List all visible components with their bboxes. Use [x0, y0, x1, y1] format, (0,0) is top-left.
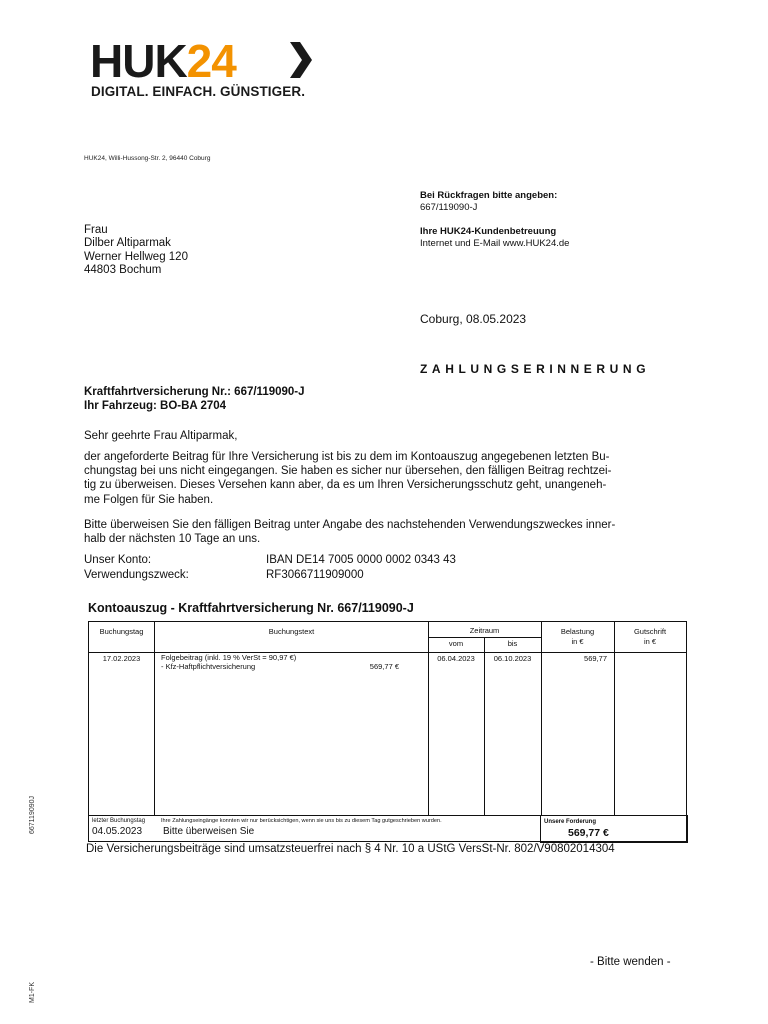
table-divider	[428, 637, 541, 638]
table-divider	[484, 638, 485, 815]
table-divider	[154, 622, 155, 815]
paragraph-line: Bitte überweisen Sie den fälligen Beitrag unter Angabe des nachstehenden Verwendungszweckes inner-	[84, 519, 616, 531]
reference-label: Bei Rückfragen bitte angeben:	[420, 190, 558, 201]
subject-policy: Kraftfahrtversicherung Nr.: 667/119090-J	[84, 386, 305, 398]
last-booking-day-value: 04.05.2023	[92, 826, 143, 837]
logo-number: 24	[186, 35, 236, 87]
row-booking-day: 17.02.2023	[102, 654, 141, 663]
letter-paragraph-1	[84, 450, 684, 507]
header-from: vom	[448, 639, 464, 648]
letter-date: Coburg, 08.05.2023	[420, 312, 527, 326]
claim-value: 569,77 €	[568, 827, 609, 839]
row-text-line2: - Kfz-Haftpflichtversicherung	[161, 662, 256, 671]
tax-note: Die Versicherungsbeiträge sind umsatzsteuerfrei nach § 4 Nr. 10 a UStG VersSt-Nr. 802/V90802014304	[86, 843, 615, 855]
letter-greeting: Sehr geehrte Frau Altiparmak,	[84, 430, 238, 442]
statement-title: Kontoauszug - Kraftfahrtversicherung Nr. 667/119090-J	[88, 601, 414, 615]
row-to: 06.10.2023	[493, 654, 532, 663]
row-sub-amount: 569,77 €	[369, 662, 399, 671]
margin-form-code: M1-FK	[29, 982, 36, 1003]
header-booking-text: Buchungstext	[268, 627, 315, 636]
payment-action: Bitte überweisen Sie	[163, 826, 255, 837]
paragraph-line: tig zu überweisen. Dieses Versehen kann aber, da es um Ihren Versicherungsschutz geht, unangeneh-	[84, 479, 607, 492]
header-charge: Belastung	[560, 627, 595, 636]
purpose-label: Verwendungszweck:	[84, 569, 189, 581]
table-divider	[614, 622, 615, 815]
paragraph-line: chungstag bei uns nicht eingegangen. Sie haben es sicher nur übersehen, den fälligen Beitrag rechtzei-	[84, 465, 612, 478]
service-label: Ihre HUK24-Kundenbetreuung	[420, 226, 557, 237]
recipient-salutation: Frau	[84, 224, 108, 236]
claim-box	[540, 815, 688, 843]
subject-block	[84, 385, 305, 413]
row-charge: 569,77	[584, 654, 607, 663]
table-divider	[428, 622, 429, 815]
payment-note: Ihre Zahlungseingänge konnten wir nur berücksichtigen, wenn sie uns bis zu diesem Tag gutgeschrieben wurden.	[161, 818, 442, 824]
row-text-line1: Folgebeitrag (inkl. 19 % VerSt = 90,97 €)	[161, 653, 297, 662]
account-label: Unser Konto:	[84, 554, 152, 566]
table-divider	[541, 622, 542, 815]
paragraph-line: der angeforderte Beitrag für Ihre Versicherung ist bis zu dem im Kontoauszug angegebenen letzten Bu-	[84, 451, 610, 463]
turn-page-note: - Bitte wenden -	[590, 956, 671, 968]
chevron-right-icon	[290, 42, 312, 78]
header-credit-unit: in €	[643, 637, 657, 646]
service-value: Internet und E-Mail www.HUK24.de	[420, 238, 570, 249]
purpose-value: RF3066711909000	[266, 569, 364, 581]
subject-vehicle: Ihr Fahrzeug: BO-BA 2704	[84, 400, 227, 412]
header-to: bis	[507, 639, 518, 648]
row-from: 06.04.2023	[437, 654, 475, 663]
account-iban: IBAN DE14 7005 0000 0002 0343 43	[266, 554, 456, 566]
logo-tagline: DIGITAL. EINFACH. GÜNSTIGER.	[91, 84, 306, 99]
contact-info-block	[420, 190, 569, 250]
statement-table	[88, 621, 687, 842]
recipient-address	[84, 224, 188, 277]
paragraph-line: me Folgen für Sie haben.	[84, 493, 214, 506]
header-booking-day: Buchungstag	[99, 627, 144, 636]
document-title: ZAHLUNGSERINNERUNG	[420, 362, 651, 376]
header-credit: Gutschrift	[633, 627, 667, 636]
header-charge-unit: in €	[571, 637, 584, 646]
last-booking-day-label: letzter Buchungstag	[92, 818, 146, 824]
claim-label: Unsere Forderung	[544, 819, 597, 825]
logo-letters: HUK	[90, 35, 187, 87]
sender-address-line: HUK24, Willi-Hussong-Str. 2, 96440 Coburg	[84, 155, 211, 162]
paragraph-line: halb der nächsten 10 Tage an uns.	[84, 533, 261, 546]
header-period: Zeitraum	[469, 626, 500, 635]
recipient-street: Werner Hellweg 120	[84, 250, 188, 263]
recipient-name: Dilber Altiparmak	[84, 237, 171, 250]
recipient-city: 44803 Bochum	[84, 263, 162, 276]
letter-paragraph-2	[84, 518, 684, 546]
logo-wordmark	[90, 35, 236, 87]
reference-value: 667/119090-J	[420, 202, 478, 213]
margin-doc-code: 667119090J	[29, 795, 36, 834]
